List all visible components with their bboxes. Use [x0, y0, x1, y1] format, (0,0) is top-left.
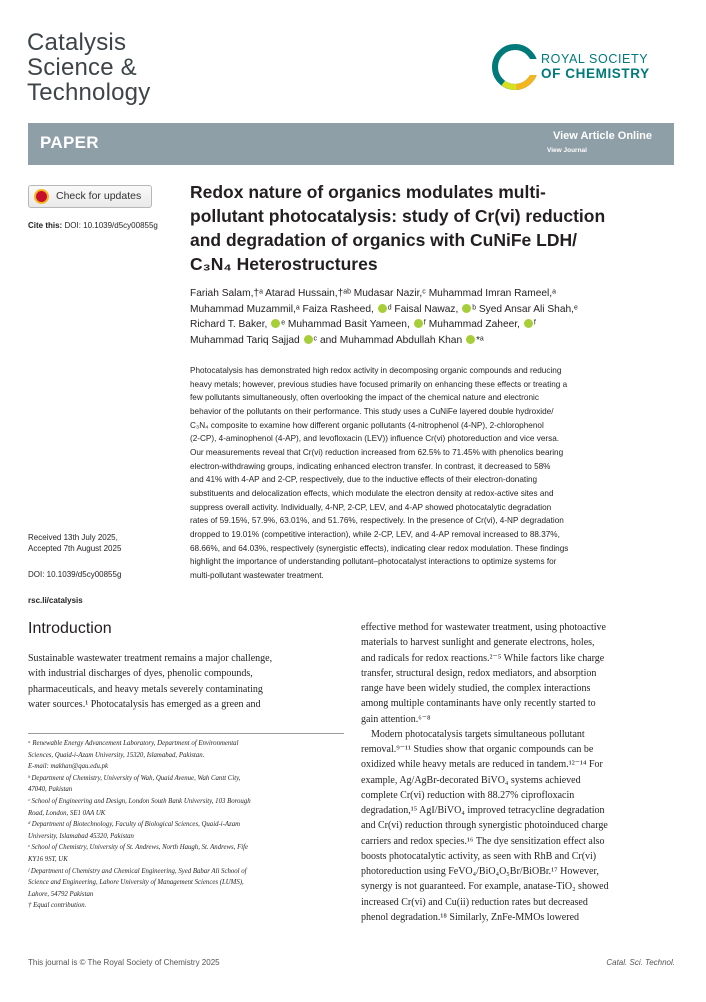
body-line: transfer, structural design, redox mediators, and absorption	[361, 667, 597, 679]
body-line: Sustainable wastewater treatment remains a major challenge,	[28, 653, 273, 664]
author-text: ᶠ Muhammad Zaheer,	[423, 319, 520, 330]
body-line: range have been widely studied, the complex interactions	[361, 683, 591, 694]
author-line	[190, 333, 680, 349]
publisher-logo[interactable]	[492, 43, 682, 91]
affiliation-line: ᶜ School of Engineering and Design, London South Bank University, 103 Borough	[28, 797, 251, 805]
footnote-divider	[28, 733, 344, 734]
affiliation-line: Sciences, Quaid-i-Azam University, 15320, Islamabad, Pakistan.	[28, 751, 205, 759]
author-text: ᶠ	[533, 319, 537, 330]
abstract	[190, 364, 675, 583]
body-line: oxidized while heavy metals are reduced in tandem.¹²⁻¹⁴ For	[361, 759, 603, 771]
abstract-line: Photocatalysis has demonstrated high redox activity in decomposing organic compounds and reducing	[190, 366, 562, 375]
cite-label: Cite this:	[28, 221, 63, 230]
body-line: synergy is not guaranteed. For example, anatase-TiO₂ showed	[361, 881, 609, 893]
body-line: boosts photocatalytic activity, as seen with RhB and Cr(vi)	[361, 850, 597, 862]
abstract-line: heavy metals; however, previous studies have focused primarily on enhancing these effects or treating a	[190, 379, 568, 389]
body-line: Modern photocatalysis targets simultaneous pollutant	[361, 728, 585, 740]
affiliation-line: Lahore, 54792 Pakistan	[28, 890, 94, 898]
cite-this	[28, 221, 158, 230]
body-line: materials to harvest sunlight and generate electrons, holes,	[361, 637, 595, 649]
orcid-icon[interactable]	[414, 319, 423, 328]
body-line: photoreduction using FeVO₄/BiO₄O₅Br/BiOBr.¹⁷ However,	[361, 866, 599, 877]
abstract-line: highlight the importance of understanding pollutant–photocatalyst interactions to optimize systems for	[190, 557, 557, 567]
journal-title-line: Catalysis	[27, 29, 127, 56]
affiliation-line: Science and Engineering, Lahore University of Management Sciences (LUMS),	[28, 879, 244, 887]
received-date: Received 13th July 2025,	[28, 533, 118, 542]
author-line	[190, 317, 680, 333]
title-line: Redox nature of organics modulates multi-	[190, 182, 546, 202]
view-article-online-link[interactable]: View Article Online	[552, 130, 652, 142]
body-line: phenol degradation.¹⁸ Similarly, ZnFe-MMOs lowered	[361, 911, 580, 923]
section-heading-introduction: Introduction	[28, 620, 112, 637]
body-line: complete Cr(vi) reduction with 88.27% ciprofloxacin	[361, 789, 575, 801]
body-line: carriers and redox species.¹⁶ The dye sensitization effect also	[361, 835, 605, 847]
article-type-label: PAPER	[40, 133, 99, 152]
equal-contribution-note: † Equal contribution.	[28, 902, 87, 910]
author-text: ᵉ Muhammad Basit Yameen,	[281, 319, 410, 330]
body-line: removal.⁹⁻¹¹ Studies show that organic compounds can be	[361, 744, 594, 755]
author-text: ᶜ and Muhammad Abdullah Khan	[313, 334, 463, 346]
copyright-footer: This journal is © The Royal Society of Chemistry 2025	[28, 958, 220, 967]
author-text: Richard T. Baker,	[190, 319, 268, 330]
title-line: pollutant photocatalysis: study of Cr(vi) reduction	[190, 206, 606, 226]
title-line: and degradation of organics with CuNiFe LDH/	[190, 230, 577, 250]
abstract-line: and 41% with 4-AP and 2-CP, respectively, due to the inductive effects of their electron-donating	[190, 475, 538, 485]
abstract-line: suppress overall activity. Individually, 4-NP, 2-CP, LEV, and 4-AP showed photocatalytic degradation	[190, 502, 552, 512]
abstract-line: (2-CP), 4-aminophenol (4-AP), and levofloxacin (LEV)) influence Cr(vi) photoreduction and vice versa.	[190, 434, 560, 444]
author-text: ᵈ Faisal Nawaz,	[387, 303, 459, 315]
article-type-banner	[28, 123, 674, 165]
abstract-line: 68.66%, and 64.03%, respectively (synergistic effects), indicating clear redox modulation. These findings	[190, 543, 569, 553]
publisher-name-line1: ROYAL SOCIETY	[541, 52, 649, 66]
author-line	[190, 302, 680, 318]
author-text: Muhammad Muzammil,ᵃ Faiza Rasheed,	[190, 303, 374, 315]
body-line: and Cr(vi) reduction through synergistic photoinduced charge	[361, 820, 608, 832]
body-line: example, Ag/AgBr-decorated BiVO₄ systems achieved	[361, 774, 581, 786]
orcid-icon[interactable]	[304, 335, 313, 344]
abstract-line: Our measurements reveal that Cr(vi) reduction increased from 62.5% to 71.45% with phenolics bearing	[190, 447, 564, 457]
affiliation-line: KY16 9ST, UK	[28, 855, 68, 863]
author-line: Fariah Salam,†ᵃ Atarad Hussain,†ᵃᵇ Mudasar Nazir,ᶜ Muhammad Imran Rameel,ᵃ	[190, 288, 556, 299]
author-text: ᵇ Syed Ansar Ali Shah,ᵉ	[472, 303, 578, 315]
abstract-line: dropped to 19.01% (competitive interaction), while 2-CP, LEV, and 4-AP removal increased to 88.37%,	[190, 529, 560, 539]
author-text: Muhammad Tariq Sajjad	[190, 334, 300, 346]
abstract-line: C₃N₄ composite to examine how different organic pollutants (4-nitrophenol (4-NP), 2-chlorophenol	[190, 420, 544, 430]
journal-title-line: Science &	[27, 54, 137, 81]
intro-left-column	[28, 651, 344, 712]
accepted-date: Accepted 7th August 2025	[28, 544, 122, 553]
author-text: *ᵃ	[475, 334, 484, 346]
abstract-line: electron-withdrawing groups, indicating enhanced electron transfer. In contrast, it decreased to 58%	[190, 461, 551, 471]
title-line: C₃N₄ Heterostructures	[190, 254, 378, 274]
affiliation-line: ᵇ Department of Chemistry, University of Wah, Quaid Avenue, Wah Cantt City,	[28, 774, 241, 782]
crossmark-icon	[34, 189, 49, 204]
cite-doi: DOI: 10.1039/d5cy00855g	[64, 221, 158, 230]
body-line: with industrial discharges of dyes, phenolic compounds,	[28, 668, 253, 680]
affiliation-line: ᵈ Department of Biotechnology, Faculty of Biological Sciences, Quaid-i-Azam	[28, 821, 241, 829]
body-line: increased Cr(vi) and Cu(ii) reduction rates but decreased	[361, 896, 588, 908]
orcid-icon[interactable]	[462, 304, 471, 313]
orcid-icon[interactable]	[378, 304, 387, 313]
affiliation-line: Road, London, SE1 0AA UK	[28, 809, 106, 817]
body-line: pharmaceuticals, and heavy metals severely contaminating	[28, 683, 263, 695]
article-doi[interactable]: DOI: 10.1039/d5cy00855g	[28, 570, 122, 579]
publisher-name-line2: OF CHEMISTRY	[541, 66, 650, 81]
body-line: effective method for wastewater treatment, using photoactive	[361, 622, 606, 633]
affiliations	[28, 738, 348, 912]
body-line: degradation,¹⁵ AgI/BiVO₄ improved tetracycline degradation	[361, 805, 605, 816]
body-line: and radicals for redox reactions.²⁻⁵ While factors like charge	[361, 652, 605, 664]
journal-abbrev-footer: Catal. Sci. Technol.	[606, 958, 675, 967]
body-line: among multiple contaminants have only recently started to	[361, 698, 596, 710]
check-for-updates-label: Check for updates	[56, 190, 142, 202]
article-title	[190, 180, 674, 276]
abstract-line: few pollutants simultaneously, often overlooking the impact of the chemical nature and electronic	[190, 393, 539, 403]
body-line: gain attention.⁶⁻⁸	[361, 713, 431, 725]
author-list	[190, 286, 680, 348]
body-line: water sources.¹ Photocatalysis has emerged as a green and	[28, 698, 261, 710]
publisher-logo-icon	[492, 43, 538, 91]
journal-title	[27, 30, 150, 105]
abstract-line: behavior of the pollutants on their performance. This study uses a CuNiFe layered double hydroxide/	[190, 406, 554, 416]
affiliation-line: University, Islamabad 45320, Pakistan	[28, 832, 134, 840]
orcid-icon[interactable]	[271, 319, 280, 328]
affiliation-line: ᵃ Renewable Energy Advancement Laboratory, Department of Environmental	[28, 740, 239, 747]
abstract-line: multi-pollutant wastewater treatment.	[190, 570, 324, 580]
affiliation-line: ᶠ Department of Chemistry and Chemical Engineering, Syed Babar Ali School of	[28, 867, 247, 875]
abstract-line: rates of 59.15%, 57.9%, 63.01%, and 51.76%, respectively. In the presence of Cr(vi), 4-NP degradation	[190, 516, 564, 526]
orcid-icon[interactable]	[524, 319, 533, 328]
affiliation-line: 47040, Pakistan	[28, 786, 73, 794]
affiliation-email[interactable]: E-mail: makhan@qau.edu.pk	[28, 763, 109, 771]
orcid-icon[interactable]	[466, 335, 475, 344]
check-for-updates-button[interactable]	[28, 185, 152, 208]
journal-title-line: Technology	[27, 79, 151, 106]
journal-link[interactable]: rsc.li/catalysis	[28, 596, 83, 605]
affiliation-line: ᵉ School of Chemistry, University of St. Andrews, North Haugh, St. Andrews, Fife	[28, 844, 249, 852]
view-journal-link[interactable]: View Journal	[547, 147, 587, 154]
abstract-line: substituents and delocalization effects, which modulate the electron density at redox-active sites and	[190, 488, 554, 498]
intro-right-column	[361, 620, 675, 925]
